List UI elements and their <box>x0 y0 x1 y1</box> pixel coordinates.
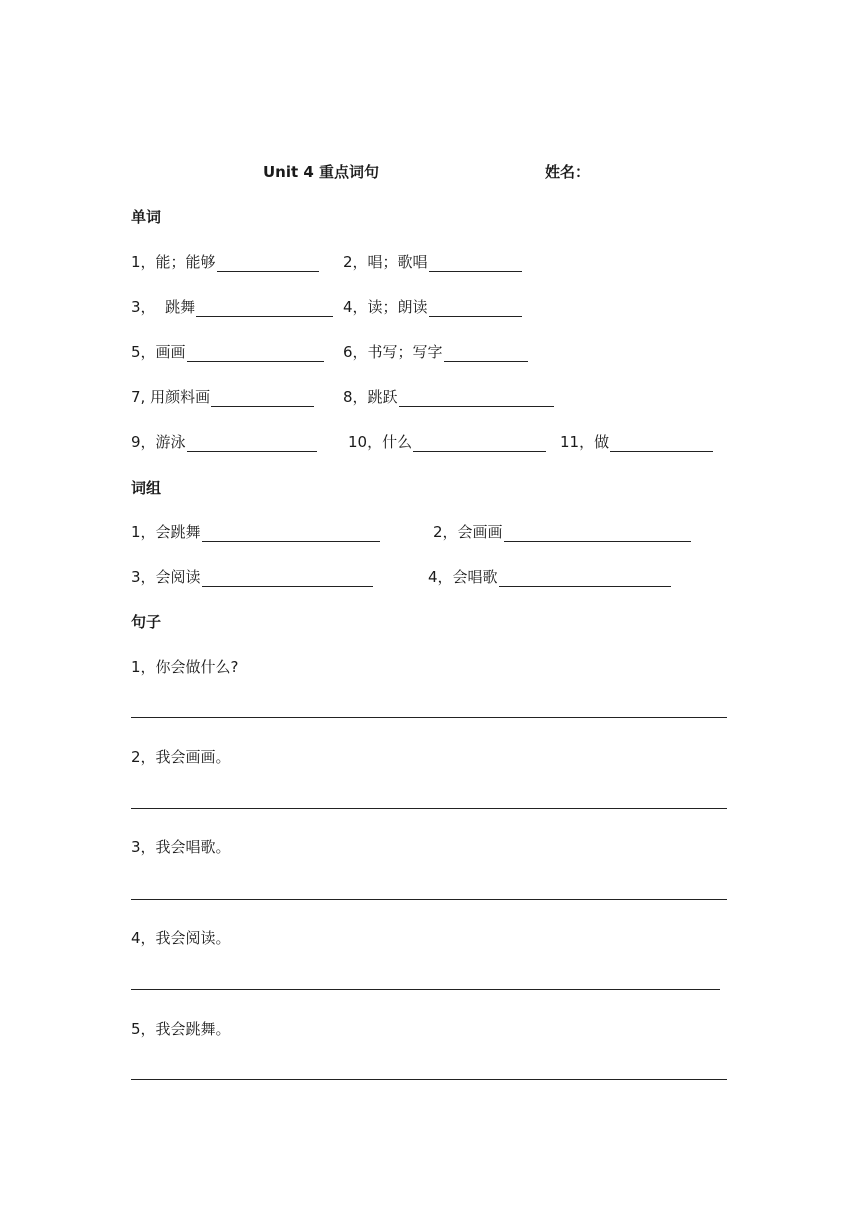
phrase-item-1 <box>131 522 380 542</box>
worksheet-title: Unit 4 重点词句 <box>263 163 380 181</box>
answer-blank[interactable] <box>196 301 333 317</box>
answer-line[interactable] <box>131 899 727 900</box>
answer-blank[interactable] <box>504 526 691 542</box>
phrase-prompt: 1，会跳舞 <box>131 523 201 541</box>
section-heading-words: 单词 <box>131 208 162 226</box>
word-prompt: 11，做 <box>560 433 610 451</box>
phrase-prompt: 3，会阅读 <box>131 568 201 586</box>
word-item-9 <box>131 432 317 452</box>
phrase-item-3 <box>131 567 373 587</box>
answer-blank[interactable] <box>187 346 324 362</box>
word-item-11 <box>560 432 713 452</box>
word-item-1 <box>131 252 319 272</box>
answer-blank[interactable] <box>217 256 319 272</box>
word-prompt: 3， 跳舞 <box>131 298 196 316</box>
word-item-8 <box>343 387 554 407</box>
section-heading-phrases: 词组 <box>131 479 162 497</box>
answer-blank[interactable] <box>429 256 522 272</box>
answer-line[interactable] <box>131 989 720 990</box>
answer-line[interactable] <box>131 1079 727 1080</box>
word-item-6 <box>343 342 528 362</box>
word-item-7 <box>131 387 314 407</box>
answer-blank[interactable] <box>444 346 528 362</box>
sentence-item-3: 3，我会唱歌。 <box>131 838 231 856</box>
phrase-prompt: 2，会画画 <box>433 523 503 541</box>
answer-blank[interactable] <box>413 436 546 452</box>
word-item-3 <box>131 297 333 317</box>
phrase-item-4 <box>428 567 671 587</box>
answer-line[interactable] <box>131 808 727 809</box>
section-heading-sentences: 句子 <box>131 613 162 631</box>
answer-blank[interactable] <box>187 436 317 452</box>
word-prompt: 9，游泳 <box>131 433 186 451</box>
word-prompt: 2，唱；歌唱 <box>343 253 428 271</box>
phrase-prompt: 4，会唱歌 <box>428 568 498 586</box>
word-item-2 <box>343 252 522 272</box>
answer-blank[interactable] <box>399 391 554 407</box>
sentence-item-5: 5，我会跳舞。 <box>131 1020 231 1038</box>
word-prompt: 7, 用颜料画 <box>131 388 211 406</box>
word-prompt: 1，能；能够 <box>131 253 216 271</box>
word-prompt: 5，画画 <box>131 343 186 361</box>
word-item-5 <box>131 342 324 362</box>
word-prompt: 10，什么 <box>348 433 413 451</box>
word-prompt: 4，读；朗读 <box>343 298 428 316</box>
answer-blank[interactable] <box>211 391 314 407</box>
word-item-4 <box>343 297 522 317</box>
phrase-item-2 <box>433 522 691 542</box>
name-label: 姓名： <box>545 163 591 181</box>
answer-blank[interactable] <box>610 436 713 452</box>
sentence-item-4: 4，我会阅读。 <box>131 929 231 947</box>
word-item-10 <box>348 432 546 452</box>
sentence-item-2: 2，我会画画。 <box>131 748 231 766</box>
sentence-item-1: 1，你会做什么? <box>131 658 239 676</box>
answer-blank[interactable] <box>202 526 380 542</box>
answer-blank[interactable] <box>202 571 373 587</box>
answer-blank[interactable] <box>499 571 671 587</box>
answer-line[interactable] <box>131 717 727 718</box>
answer-blank[interactable] <box>429 301 522 317</box>
word-prompt: 6，书写；写字 <box>343 343 443 361</box>
word-prompt: 8，跳跃 <box>343 388 398 406</box>
